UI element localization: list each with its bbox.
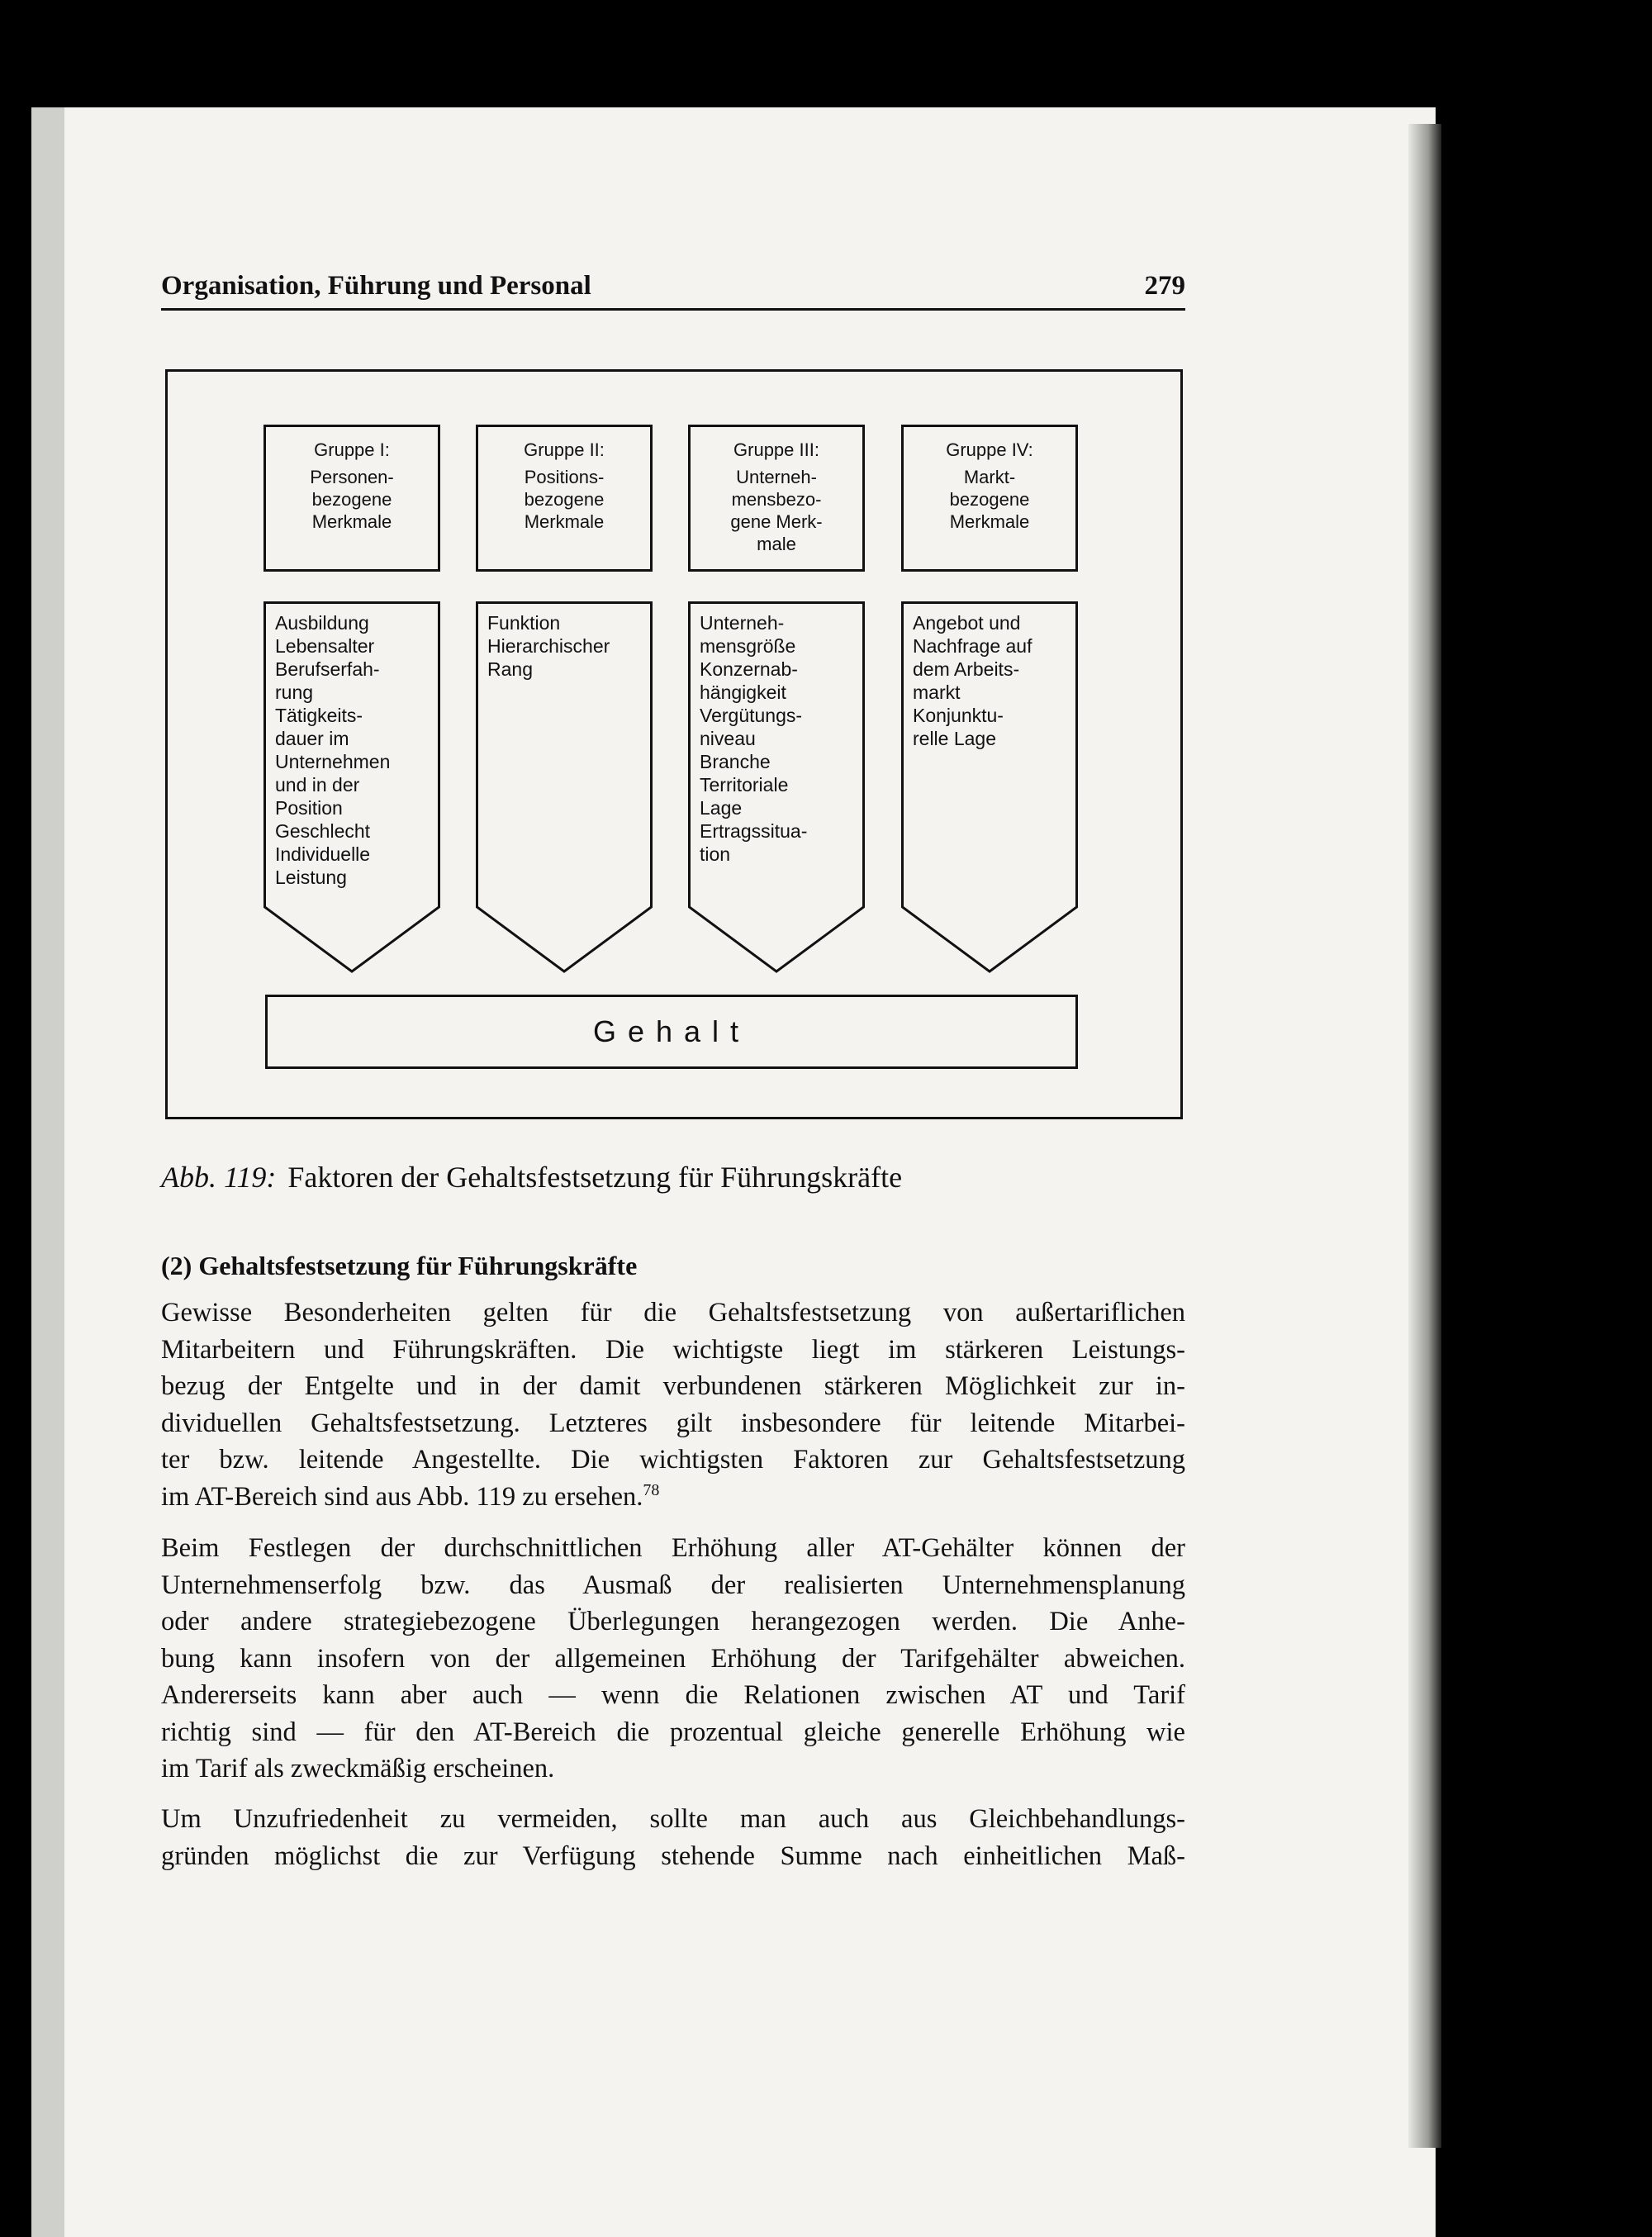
- group-title-1: Gruppe I:: [314, 439, 390, 460]
- figure-frame: [165, 369, 1183, 1119]
- group-body-1: Personen- bezogene Merkmale: [310, 467, 394, 532]
- paragraph-line: richtig sind — für den AT-Bereich die prozentual gleiche generelle Erhöhung wie: [161, 1717, 1185, 1747]
- group-box-4: [901, 425, 1078, 572]
- paragraph-3: [161, 1801, 1185, 1874]
- paragraph-line: Um Unzufriedenheit zu vermeiden, sollte man auch aus Gleichbehandlungs-: [161, 1804, 1185, 1834]
- paragraph-line: gründen möglichst die zur Verfügung stehende Summe nach einheitlichen Maß-: [161, 1840, 1185, 1871]
- paragraph-line: dividuellen Gehaltsfestsetzung. Letzteres gilt insbesondere für leitende Mitarbei-: [161, 1408, 1185, 1438]
- group-body-2: Positions- bezogene Merkmale: [524, 467, 605, 532]
- group-box-3: [688, 425, 865, 572]
- factor-list-3: Unterneh- mensgröße Konzernab- hängigkeit Vergütungs- niveau Branche Territoriale Lage Ertragssitua- tion: [700, 612, 808, 865]
- factor-list-2: Funktion Hierarchischer Rang: [487, 612, 610, 680]
- group-title-4: Gruppe IV:: [946, 439, 1033, 460]
- factor-arrow-4: [901, 601, 1078, 973]
- paragraph-line-last: [161, 1479, 1185, 1516]
- caption-label: Abb. 119:: [161, 1161, 277, 1194]
- paragraph-1: [161, 1294, 1185, 1515]
- page-edge: [1408, 124, 1441, 2148]
- page-number: 279: [1144, 271, 1185, 301]
- paragraph-line: Unternehmenserfolg bzw. das Ausmaß der realisierten Unternehmensplanung: [161, 1570, 1185, 1600]
- paragraph-line: Beim Festlegen der durchschnittlichen Erhöhung aller AT-Gehälter können der: [161, 1533, 1185, 1563]
- factor-list-1: Ausbildung Lebensalter Berufserfah- rung Tätigkeits- dauer im Unternehmen und in der Position Geschlecht Individuelle Leistung: [275, 612, 391, 888]
- paragraph-line: Andererseits kann aber auch — wenn die Relationen zwischen AT und Tarif: [161, 1680, 1185, 1710]
- section-heading: (2) Gehaltsfestsetzung für Führungskräfte: [161, 1251, 638, 1280]
- group-title-3: Gruppe III:: [733, 439, 819, 460]
- paragraph-line: bezug der Entgelte und in der damit verbundenen stärkeren Möglichkeit zur in-: [161, 1371, 1185, 1401]
- factor-arrow-2: [476, 601, 653, 973]
- paragraph-line: ter bzw. leitende Angestellte. Die wichtigsten Faktoren zur Gehaltsfestsetzung: [161, 1445, 1185, 1475]
- running-header: [161, 271, 1185, 311]
- group-box-1: [263, 425, 440, 572]
- paragraph-line: bung kann insofern von der allgemeinen Erhöhung der Tarifgehälter abweichen.: [161, 1643, 1185, 1674]
- figure-caption: [161, 1160, 902, 1194]
- factor-arrow-3: [688, 601, 865, 973]
- paragraph-line: Mitarbeitern und Führungskräften. Die wichtigste liegt im stärkeren Leistungs-: [161, 1334, 1185, 1365]
- paragraph-line-text: im AT-Bereich sind aus Abb. 119 zu ersehen.: [161, 1481, 643, 1512]
- paragraph-line: Gewisse Besonderheiten gelten für die Gehaltsfestsetzung von außertariflichen: [161, 1298, 1185, 1327]
- header-title: Organisation, Führung und Personal: [161, 271, 591, 301]
- paragraph-2: [161, 1530, 1185, 1788]
- result-box-gehalt: Gehalt: [265, 995, 1078, 1069]
- paragraph-line: oder andere strategiebezogene Überlegungen herangezogen werden. Die Anhe-: [161, 1607, 1185, 1636]
- group-body-4: Markt- bezogene Merkmale: [949, 467, 1030, 532]
- footnote-marker[interactable]: 78: [643, 1480, 660, 1499]
- group-body-3: Unterneh- mensbezo- gene Merk- male: [730, 467, 823, 554]
- factor-list-4: Angebot und Nachfrage auf dem Arbeits- markt Konjunktu- relle Lage: [913, 612, 1032, 749]
- factor-arrow-1: [263, 601, 440, 973]
- group-box-2: [476, 425, 653, 572]
- caption-text: Faktoren der Gehaltsfestsetzung für Führungskräfte: [287, 1161, 903, 1194]
- paragraph-line-last: im Tarif als zweckmäßig erscheinen.: [161, 1754, 555, 1783]
- group-title-2: Gruppe II:: [524, 439, 605, 460]
